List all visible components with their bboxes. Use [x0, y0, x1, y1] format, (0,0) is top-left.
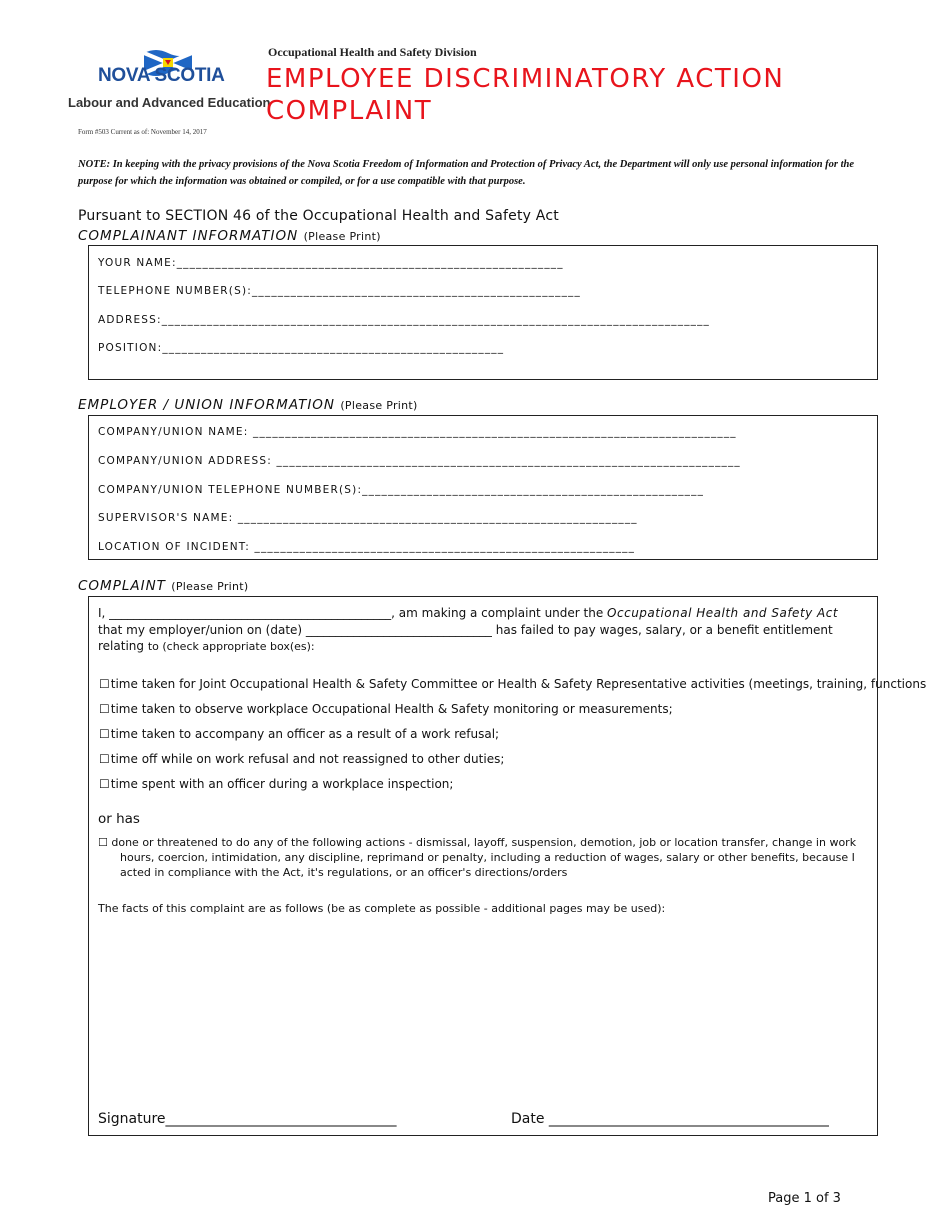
department-name: Labour and Advanced Education: [68, 95, 271, 110]
nova-scotia-logo: [68, 47, 271, 117]
page-number: Page 1 of 3: [768, 1191, 841, 1206]
option-work-refusal[interactable]: [99, 752, 504, 766]
supervisor-name-field[interactable]: SUPERVISOR'S NAME: ______________________________________________________________: [98, 512, 638, 524]
complaint-intro-part1: I, _______________________________________________, am making a complaint under the: [98, 606, 608, 620]
address-field[interactable]: ADDRESS:_____________________________________________________________________________________: [98, 314, 711, 326]
checkbox-icon[interactable]: ☐: [99, 677, 110, 691]
discriminatory-action-first-line: done or threatened to do any of the following actions - dismissal, layoff, suspension, demotion, job or location transfer, change in work: [111, 836, 857, 849]
employer-heading-text: EMPLOYER / UNION INFORMATION: [78, 397, 336, 413]
checkbox-icon[interactable]: ☐: [99, 727, 110, 741]
complaint-intro-small: to (check appropriate box(es):: [147, 640, 315, 653]
checkbox-icon[interactable]: ☐: [99, 777, 110, 791]
privacy-note: NOTE: In keeping with the privacy provisions of the Nova Scotia Freedom of Information and Protection of Privacy Act, the Department will only use personal information for the purpose for which the information was obtained or compiled, or for a use compatible with that purpose.: [78, 159, 855, 187]
logo-wordmark: NOVA SCOTIA: [98, 65, 225, 86]
date-field[interactable]: Date ________________________________________: [511, 1111, 829, 1127]
please-print-note: (Please Print): [303, 230, 381, 243]
form-number: Form #503 Current as of: November 14, 2017: [78, 128, 207, 136]
option-label: time spent with an officer during a workplace inspection;: [110, 777, 454, 791]
signature-field[interactable]: Signature_________________________________: [98, 1111, 397, 1127]
option-jhsc-activities[interactable]: [99, 677, 926, 691]
company-name-field[interactable]: COMPANY/UNION NAME: ___________________________________________________________________________: [98, 426, 737, 438]
complainant-heading-text: COMPLAINANT INFORMATION: [78, 228, 299, 244]
checkbox-icon[interactable]: ☐: [99, 702, 110, 716]
complainant-info-box: [88, 245, 878, 380]
discriminatory-action-rest: hours, coercion, intimidation, any discipline, reprimand or penalty, including a reduction of wages, salary or other benefits, because I acted in compliance with the Act, it's regulations, or an officer's directions/orders: [120, 851, 855, 879]
complainant-heading: [78, 228, 381, 244]
option-label: time taken to accompany an officer as a result of a work refusal;: [110, 727, 500, 741]
please-print-note: (Please Print): [340, 399, 418, 412]
complaint-heading: [78, 578, 249, 594]
option-label: time taken to observe workplace Occupational Health & Safety monitoring or measurements;: [110, 702, 673, 716]
option-discriminatory-action[interactable]: [98, 835, 858, 880]
option-monitoring[interactable]: [99, 702, 673, 716]
option-accompany-officer[interactable]: [99, 727, 499, 741]
facts-prompt: The facts of this complaint are as follows (be as complete as possible - additional pages may be used):: [98, 902, 666, 915]
option-label: time taken for Joint Occupational Health & Safety Committee or Health & Safety Representative activities (meetings, training, functions: [110, 677, 927, 691]
complaint-box: [88, 596, 927, 1136]
facts-writing-area[interactable]: [98, 922, 863, 1097]
division-name: Occupational Health and Safety Division: [268, 45, 477, 59]
act-name: Occupational Health and Safety Act: [607, 606, 839, 620]
position-field[interactable]: POSITION:_____________________________________________________: [98, 342, 505, 354]
company-telephone-field[interactable]: COMPANY/UNION TELEPHONE NUMBER(S):_____________________________________________________: [98, 484, 705, 496]
complaint-intro-part2: that my employer/union on (date) _______________________________ has failed to pay wages, salary, or a benefit entitlement relating: [98, 622, 833, 653]
option-label: time off while on work refusal and not reassigned to other duties;: [110, 752, 505, 766]
telephone-field[interactable]: TELEPHONE NUMBER(S):___________________________________________________: [98, 285, 581, 297]
option-inspection[interactable]: [99, 777, 453, 791]
or-has-label: or has: [98, 811, 140, 827]
complaint-intro: [98, 605, 863, 656]
your-name-field[interactable]: YOUR NAME:____________________________________________________________: [98, 257, 564, 269]
checkbox-icon[interactable]: ☐: [99, 752, 110, 766]
employer-heading: [78, 397, 418, 413]
pursuant-statement: Pursuant to SECTION 46 of the Occupational Health and Safety Act: [78, 208, 559, 224]
company-address-field[interactable]: COMPANY/UNION ADDRESS: ________________________________________________________________________: [98, 455, 741, 467]
incident-location-field[interactable]: LOCATION OF INCIDENT: ___________________________________________________________: [98, 541, 636, 553]
form-title: EMPLOYEE DISCRIMINATORY ACTION COMPLAINT: [266, 64, 785, 126]
complaint-heading-text: COMPLAINT: [78, 578, 166, 594]
employer-info-box: [88, 415, 878, 560]
checkbox-icon[interactable]: ☐: [98, 836, 108, 849]
please-print-note: (Please Print): [171, 580, 249, 593]
